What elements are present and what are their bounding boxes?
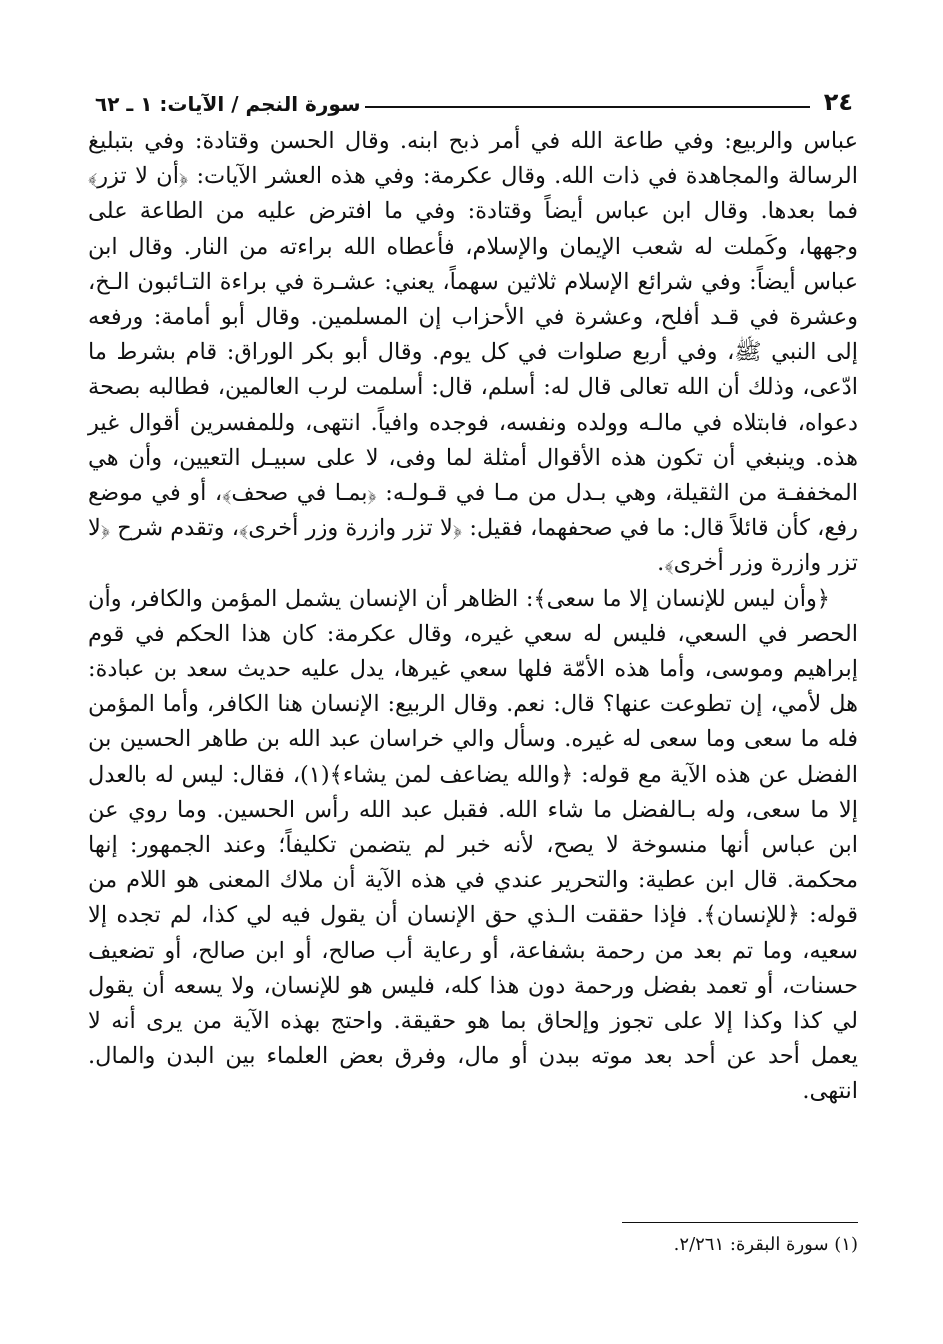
footnote-divider bbox=[622, 1222, 858, 1223]
header-rule bbox=[365, 106, 810, 108]
footnote: (١) سورة البقرة: ٢/٢٦١. bbox=[673, 1234, 858, 1255]
page-number: ٢٤ bbox=[823, 88, 853, 116]
running-title: سورة النجم / الآيات: ١ ـ ٦٢ bbox=[95, 92, 361, 116]
body-text bbox=[88, 124, 858, 1110]
paragraph-2: ﴿وأن ليس للإنسان إلا ما سعى﴾: الظاهر أن الإنسان يشمل المؤمن والكافر، وأن الحصر في السعي، فليس له سعي غيره، وقال عكرمة: كان هذا الحكم في قوم إبراهيم وموسى، وأما هذه الأمّة فلها سعي غيرها، يدل عليه حديث سعد بن عبادة: هل لأمي، إن تطوعت عنها؟ قال: نعم. وقال الربيع: الإنسان هنا الكافر، وأما المؤمن فله ما سعى وما سعى له غيره. وسأل والي خراسان عبد الله بن طاهر الحسين بن الفضل عن هذه الآية مع قوله: ﴿والله يضاعف لمن يشاء﴾(١)، فقال: ليس له بالعدل إلا ما سعى، وله بـالفضل ما شاء الله. فقبل عبد الله رأس الحسين. وما روي عن ابن عباس أنها منسوخة لا يصح، لأنه خبر لم يتضمن تكليفاً؛ وعند الجمهور: إنها محكمة. قال ابن عطية: والتحرير عندي في هذه الآية أن ملاك المعنى هو اللام من قوله: ﴿للإنسان﴾. فإذا حققت الـذي حق الإنسان أن يقول فيه لي كذا، لم تجده إلا سعيه، وما تم بعد من رحمة بشفاعة، أو رعاية أب صالح، أو ابن صالح، أو تضعيف حسنات، أو تعمد بفضل ورحمة دون هذا كله، فليس هو للإنسان، ولا يسعه أن يقول لي كذا وكذا إلا على تجوز وإلحاق بما هو حقيقة. واحتج بهذه الآية من يرى أنه لا يعمل أحد عن أحد بعد موته ببدن أو مال، وفرق بعض العلماء بين البدن والمال. انتهى. bbox=[88, 585, 858, 1105]
page-header bbox=[95, 82, 853, 116]
paragraph-1: عباس والربيع: وفي طاعة الله في أمر ذبح ابنه. وقال الحسن وقتادة: وفي بتبليغ الرسالة والمجاهدة في ذات الله. وقال عكرمة: وفي هذه العشر الآيات: ﴿أن لا تزر﴾ فما بعدها. وقال ابن عباس أيضاً وقتادة: وفي ما افترض عليه من الطاعة على وجهها، وكَملت له شعب الإيمان والإسلام، فأعطاه الله براءته من النار. وقال ابن عباس أيضاً: وفي شرائع الإسلام ثلاثين سهماً، يعني: عشـرة في براءة التـائبون الـخ، وعشرة في قـد أفلح، وعشرة في الأحزاب إن المسلمين. وقال أبو أمامة: ورفعه إلى النبي ﷺ، وفي أربع صلوات في كل يوم. وقال أبو بكر الوراق: قام بشرط ما ادّعى، وذلك أن الله تعالى قال له: أسلم، قال: أسلمت لرب العالمين، فطالبه بصحة دعواه، فابتلاه في مالـه وولده ونفسه، فوجده وافياً. انتهى، وللمفسرين أقوال غير هذه. وينبغي أن تكون هذه الأقوال أمثلة لما وفى، لا على سبيـل التعيين، وأن هي المخففـة من الثقيلة، وهي بـدل من مـا في قـولـه: ﴿بمـا في صحف﴾، أو في موضع رفع، كأن قائلاً قال: ما في صحفهما، فقيل: ﴿لا تزر وازرة وزر أخرى﴾، وتقدم شرح ﴿لا تزر وازرة وزر أخرى﴾. bbox=[88, 128, 859, 577]
